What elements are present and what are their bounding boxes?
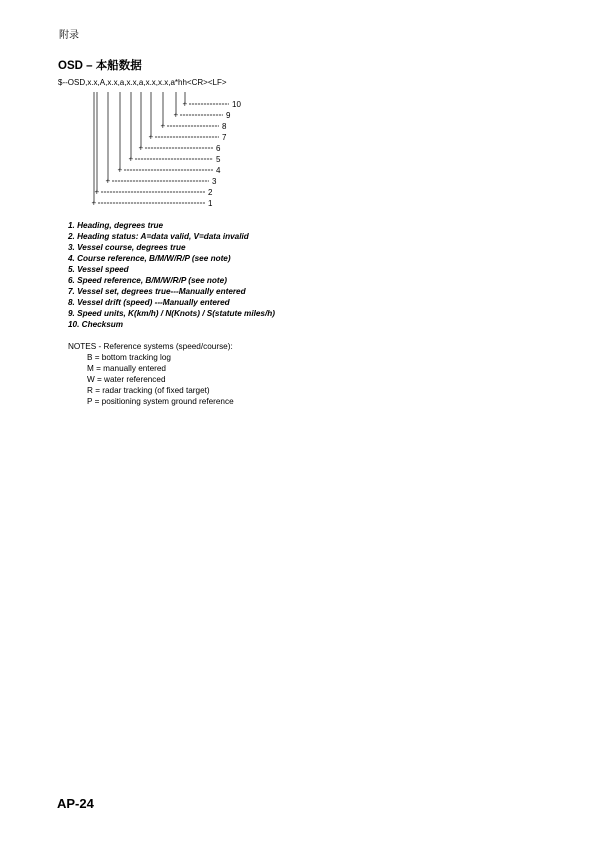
pointer-corner: + [117,165,123,175]
notes-section [68,341,234,407]
field-item: 1. Heading, degrees true [68,221,164,230]
note-item: M = manually entered [87,364,166,373]
note-item: W = water referenced [87,375,166,384]
field-item: 5. Vessel speed [68,265,129,274]
note-item: B = bottom tracking log [87,353,171,362]
notes-list [68,352,234,407]
pointer-corner: + [105,176,111,186]
sentence-format: $--OSD,x.x,A,x.x,a,x.x,a,x.x,x.x,a*hh<CR><LF> [58,78,227,87]
pointer-corner: + [128,154,134,164]
field-number-label: 9 [226,111,231,120]
note-item: R = radar tracking (of fixed target) [87,386,210,395]
page-title: OSD – 本船数据 [58,60,142,72]
field-number-label: 1 [208,199,213,208]
field-number-label: 10 [232,100,241,109]
field-item: 8. Vessel drift (speed) ---Manually entered [68,298,230,307]
pointer-corner: + [160,121,166,131]
page-number: AP-24 [57,796,94,811]
field-list [68,220,275,330]
field-number-label: 6 [216,144,221,153]
field-number-label: 7 [222,133,227,142]
section-header: 附录 [59,30,79,41]
pointer-corner: + [173,110,179,120]
field-number-label: 2 [208,188,213,197]
field-diagram [0,88,300,212]
notes-heading: NOTES - Reference systems (speed/course): [68,342,233,351]
pointer-corner: + [138,143,144,153]
pointer-corner: + [91,198,97,208]
field-number-label: 5 [216,155,221,164]
field-number-label: 4 [216,166,221,175]
field-item: 6. Speed reference, B/M/W/R/P (see note) [68,276,227,285]
field-number-label: 8 [222,122,227,131]
pointer-corner: + [182,99,188,109]
field-item: 3. Vessel course, degrees true [68,243,186,252]
field-item: 10. Checksum [68,320,124,329]
note-item: P = positioning system ground reference [87,397,234,406]
field-item: 7. Vessel set, degrees true---Manually entered [68,287,246,296]
field-number-label: 3 [212,177,217,186]
field-item: 9. Speed units, K(km/h) / N(Knots) / S(statute miles/h) [68,309,275,318]
pointer-corner: + [94,187,100,197]
pointer-corner: + [148,132,154,142]
field-item: 4. Course reference, B/M/W/R/P (see note) [68,254,231,263]
field-item: 2. Heading status: A=data valid, V=data invalid [68,232,249,241]
